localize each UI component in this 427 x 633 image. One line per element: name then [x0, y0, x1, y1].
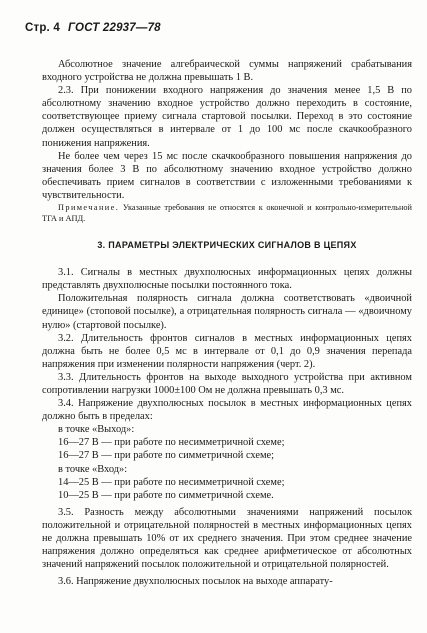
paragraph-3-4: 3.4. Напряжение двухполюсных посылок в местных информационных цепях должно быть в пределах: — [42, 398, 412, 423]
paragraph-2-3: 2.3. При понижении входного напряжения до значения менее 1,5 В по абсолютному значению входное устройство должно переходить в состояние, соответствующее приему сигнала стартовой посылки. Переход в это состояние должен осуществляться в интервале от 1 до 100 мс после скачкообразного понижения напряжения. — [42, 85, 412, 149]
note-label: Примечание. — [58, 203, 120, 213]
document-body — [42, 58, 412, 588]
paragraph-3-5: 3.5. Разность между абсолютными значениями напряжений посылок положительной и отрицательной полярностей в местных информационных цепях не должна превышать 10% от их среднего значения. При этом среднее значение напряжения должно определяться как среднее арифметическое от абсолютных значений напряжений посылок положительной и отрицательной полярностей. — [42, 506, 412, 571]
page-header — [25, 22, 161, 34]
section-title: 3. ПАРАМЕТРЫ ЭЛЕКТРИЧЕСКИХ СИГНАЛОВ В ЦЕПЯХ — [97, 240, 357, 251]
output-symmetric: 16—27 В — при работе по симметричной схеме; — [58, 450, 275, 462]
input-point-label: в точке «Вход»: — [58, 463, 128, 475]
output-point-label: в точке «Выход»: — [58, 424, 135, 436]
note — [42, 202, 412, 224]
note-text: Указанные требования не относятся к оконечной и контрольно-измерительной ТГА и АПД. — [42, 203, 412, 224]
paragraph-3-1: 3.1. Сигналы в местных двухполюсных информационных цепях должны представлять двухполюсные посылки постоянного тока. — [42, 267, 412, 292]
input-asymmetric: 14—25 В — при работе по несимметричной схеме; — [58, 476, 285, 488]
input-symmetric: 10—25 В — при работе по симметричной схеме. — [58, 489, 274, 501]
page-number: Стр. 4 — [25, 22, 60, 34]
paragraph-2-3-continued: Не более чем через 15 мс после скачкообразного повышения напряжения до значения более 3 В по абсолютному значению входное устройство должно обеспечивать прием сигналов в соответствии с изложенными требованиями к чувствительности. — [42, 150, 412, 201]
paragraph-3-1-polarity: Положительная полярность сигнала должна соответствовать «двоичной единице» (стоповой посылке), а отрицательная полярность сигнала — «двоичному нулю» (стартовой посылке). — [42, 293, 412, 331]
standard-number: ГОСТ 22937—78 — [67, 22, 161, 34]
paragraph-intro: Абсолютное значение алгебраической суммы напряжений срабатывания входного устройства не должна превышать 1 В. — [42, 59, 412, 84]
paragraph-3-6: 3.6. Напряжение двухполюсных посылок на выходе аппарату- — [58, 576, 333, 588]
output-asymmetric: 16—27 В — при работе по несимметричной схеме; — [58, 437, 285, 449]
paragraph-3-3: 3.3. Длительность фронтов на выходе выходного устройства при активном сопротивлении нагрузки 1000±100 Ом не должна превышать 0,3 мс. — [42, 371, 412, 396]
paragraph-3-2: 3.2. Длительность фронтов сигналов в местных информационных цепях должна быть не более 0,5 мс в интервале от 0,1 до 0,9 значения перепада напряжения при изменении полярности напряжения (черт. 2). — [42, 332, 412, 370]
